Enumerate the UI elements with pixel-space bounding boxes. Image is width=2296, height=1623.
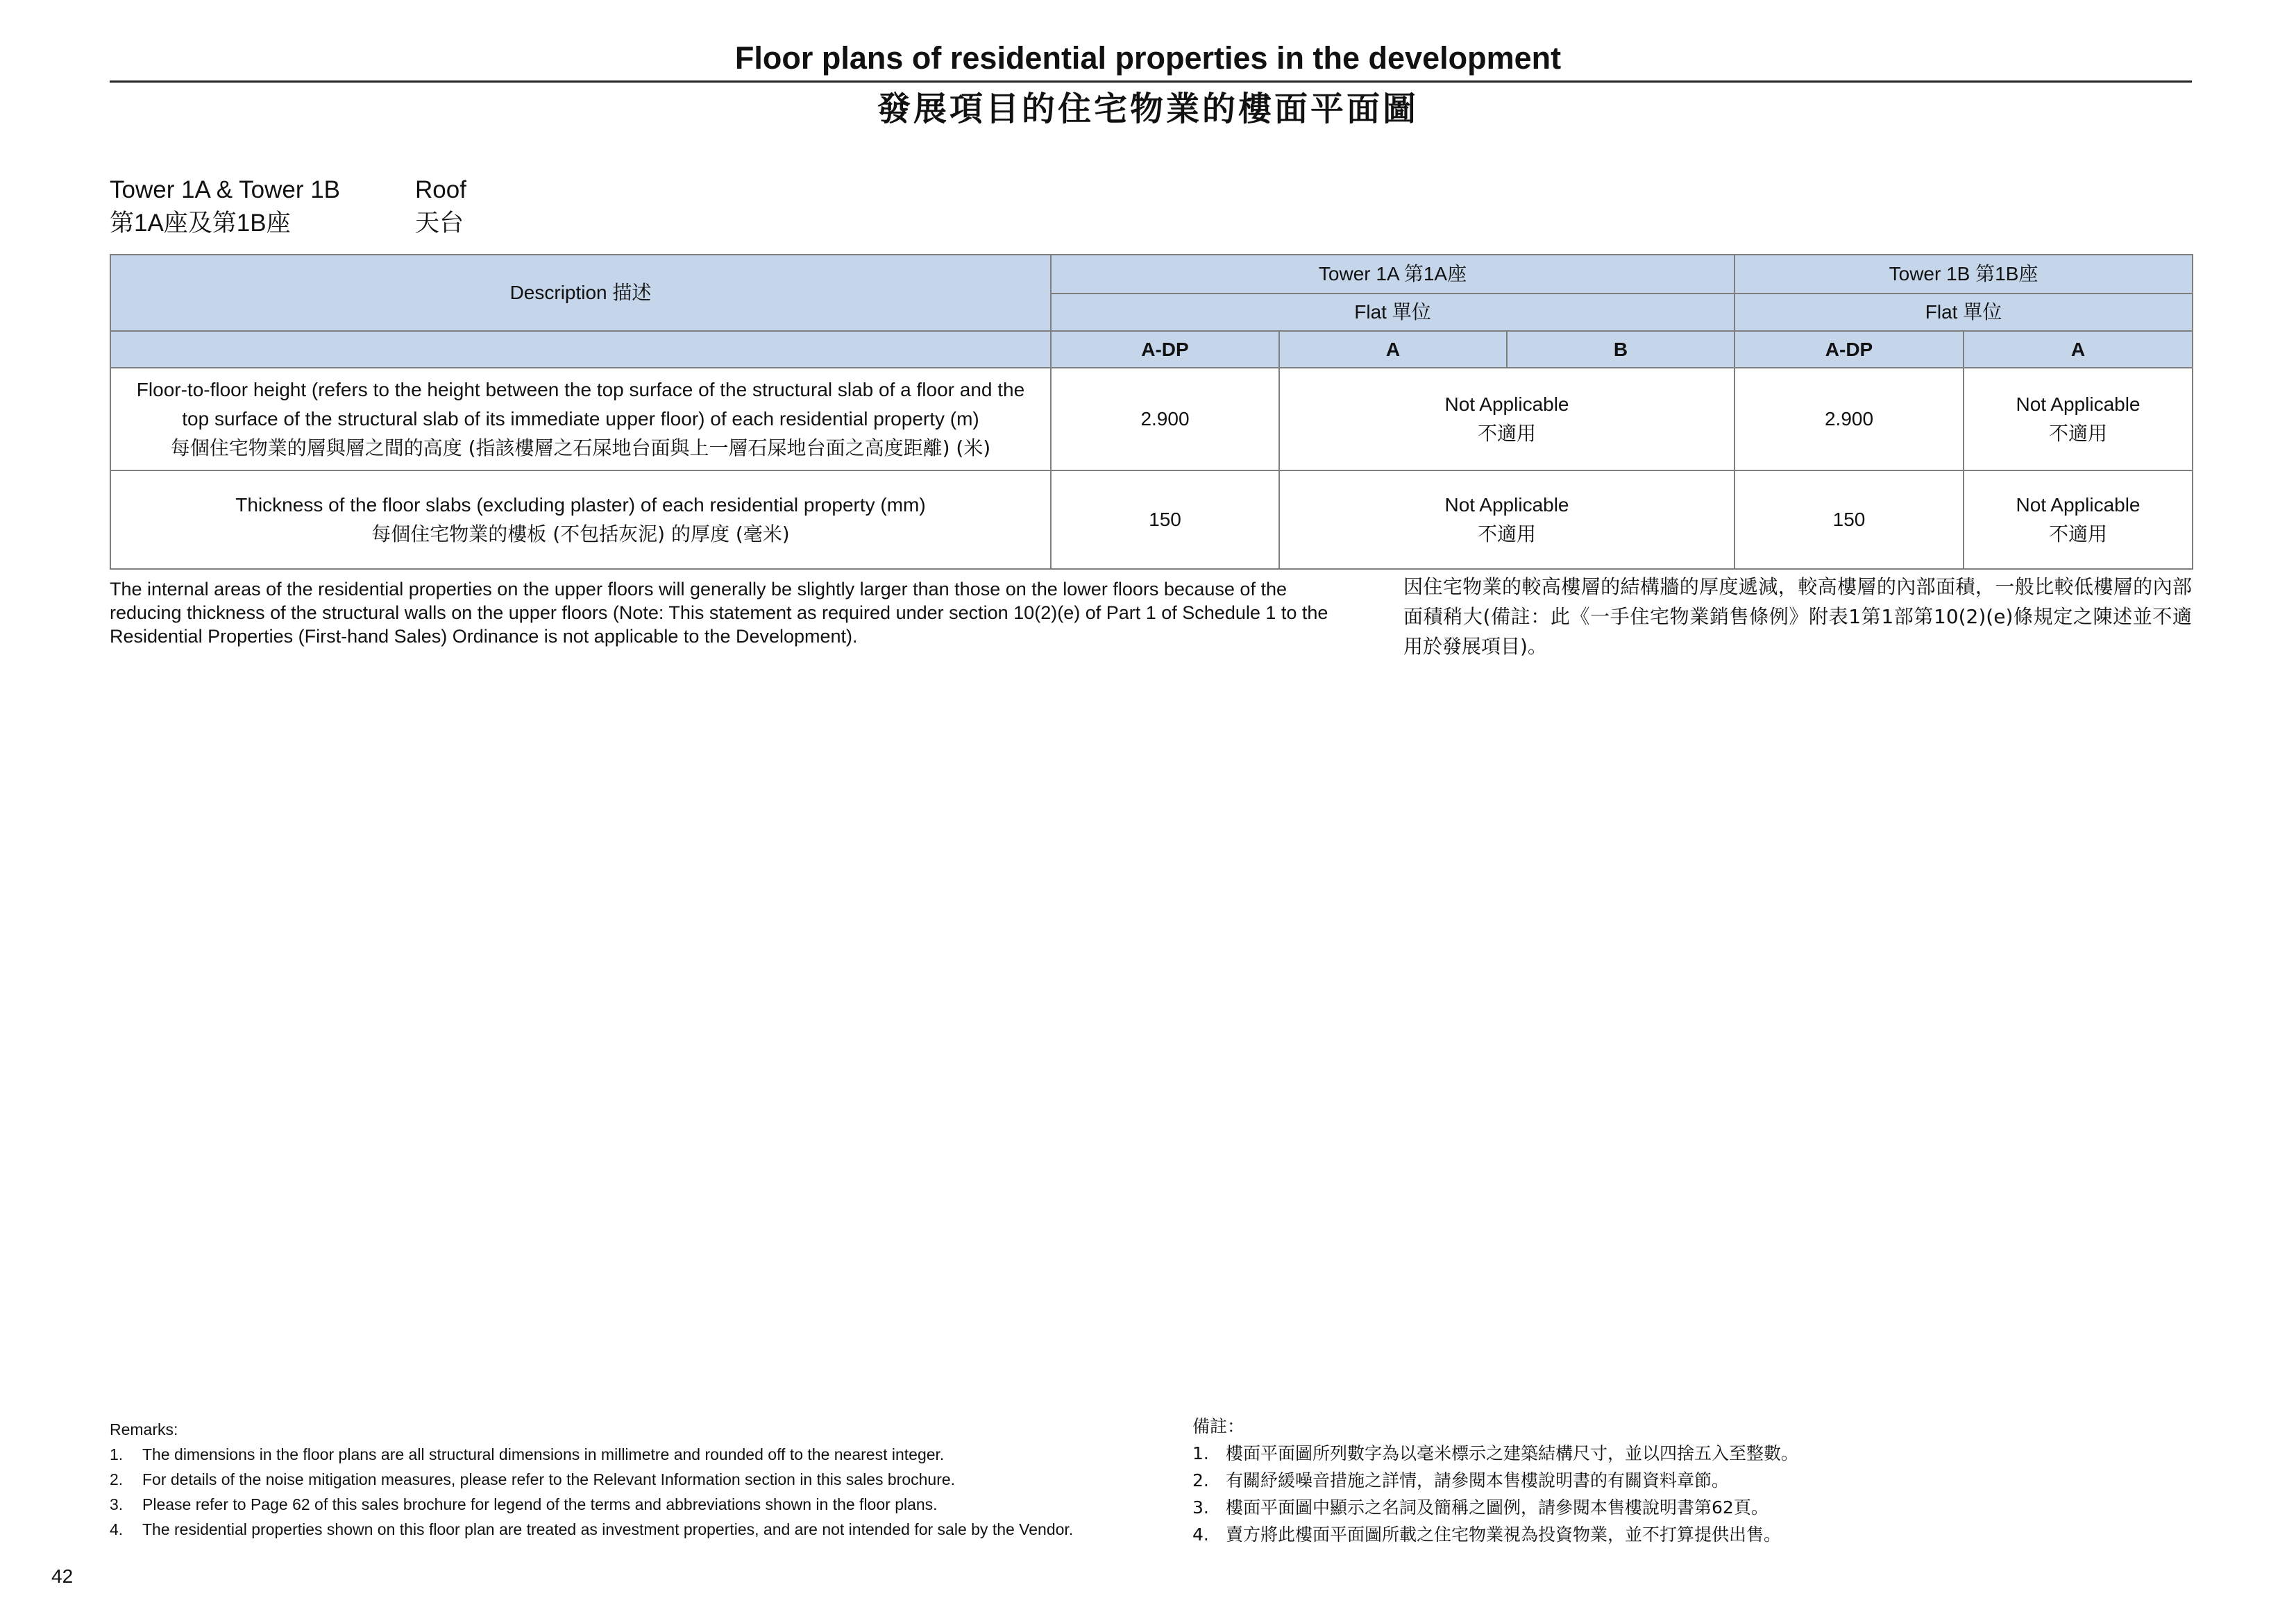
remarks-title-en: Remarks:	[110, 1420, 178, 1438]
value-1a-adp: 2.900	[1051, 368, 1279, 470]
list-item	[110, 1517, 1192, 1542]
list-number: 3.	[1192, 1497, 1209, 1518]
list-item	[1192, 1440, 1956, 1467]
internal-area-note-zh: 因住宅物業的較高樓層的結構牆的厚度遞減，較高樓層的內部面積，一般比較低樓層的內部面積稍大(備註：此《一手住宅物業銷售條例》附表1第1部第10(2)(e)條規定之陳述並不適用於發展項目)。	[1403, 575, 2192, 658]
list-number: 2.	[110, 1470, 124, 1488]
tower-1a-header: Tower 1A 第1A座	[1051, 255, 1734, 294]
tower-label-zh: 第1A座及第1B座	[110, 210, 291, 237]
not-applicable-en: Not Applicable	[2016, 494, 2141, 516]
value-1a-a-b	[1279, 368, 1734, 470]
list-text: 樓面平面圖中顯示之名詞及簡稱之圖例，請參閱本售樓說明書第62頁。	[1226, 1497, 1769, 1518]
row-description	[110, 368, 1051, 470]
title-divider	[110, 80, 2192, 83]
flat-header-1a-b: B	[1507, 331, 1734, 368]
list-number: 3.	[110, 1495, 124, 1513]
page-title-en: Floor plans of residential properties in the development	[734, 40, 1562, 76]
list-text: The dimensions in the floor plans are all structural dimensions in millimetre and rounded off to the nearest integer.	[142, 1445, 945, 1463]
list-text: Please refer to Page 62 of this sales brochure for legend of the terms and abbreviations shown in the floor plans.	[142, 1495, 938, 1513]
list-text: 有關紓緩噪音措施之詳情，請參閱本售樓說明書的有關資料章節。	[1226, 1470, 1730, 1490]
list-item	[1192, 1467, 1956, 1494]
list-text: The residential properties shown on this floor plan are treated as investment properties, and are not intended for sale by the Vendor.	[142, 1520, 1074, 1538]
list-number: 1.	[110, 1445, 124, 1463]
flat-header-1a-adp: A-DP	[1051, 331, 1279, 368]
page-number: 42	[51, 1565, 74, 1587]
not-applicable-zh: 不適用	[2049, 422, 2108, 445]
not-applicable-zh: 不適用	[1478, 522, 1537, 545]
list-number: 2.	[1192, 1470, 1209, 1490]
value-1b-adp: 2.900	[1734, 368, 1964, 470]
tower-1b-flat-header: Flat 單位	[1734, 294, 2193, 331]
value-1a-a-b	[1279, 470, 1734, 569]
description-header-spacer	[110, 331, 1051, 368]
list-item	[110, 1492, 1192, 1517]
list-text: 樓面平面圖所列數字為以毫米標示之建築結構尺寸，並以四捨五入至整數。	[1226, 1443, 1799, 1463]
not-applicable-zh: 不適用	[2049, 522, 2108, 545]
list-text: 賣方將此樓面平面圖所載之住宅物業視為投資物業，並不打算提供出售。	[1226, 1524, 1782, 1545]
description-header: Description 描述	[110, 255, 1051, 331]
list-number: 1.	[1192, 1443, 1209, 1463]
row-description-en: Floor-to-floor height (refers to the height between the top surface of the structural slab of a floor and the top surface of the structural slab of its immediate upper floor) of each residential property (m)	[136, 379, 1025, 430]
flat-header-1b-adp: A-DP	[1734, 331, 1964, 368]
not-applicable-en: Not Applicable	[1444, 494, 1569, 516]
list-item	[110, 1467, 1192, 1492]
tower-1b-header: Tower 1B 第1B座	[1734, 255, 2193, 294]
page-title-zh: 發展項目的住宅物業的樓面平面圖	[877, 90, 1419, 128]
table-row	[110, 368, 2193, 470]
remarks-title-zh: 備註：	[1192, 1416, 1245, 1436]
value-1b-a	[1964, 368, 2193, 470]
list-number: 4.	[1192, 1524, 1209, 1545]
value-1a-adp: 150	[1051, 470, 1279, 569]
floor-label-zh: 天台	[415, 210, 464, 237]
list-item	[1192, 1521, 1956, 1548]
flat-header-1b-a: A	[1964, 331, 2193, 368]
row-description-zh: 每個住宅物業的樓板 (不包括灰泥) 的厚度 (毫米)	[371, 522, 790, 545]
not-applicable-en: Not Applicable	[1444, 393, 1569, 415]
row-description-en: Thickness of the floor slabs (excluding plaster) of each residential property (mm)	[235, 494, 926, 516]
remarks-zh	[1192, 1413, 1956, 1548]
row-description-zh: 每個住宅物業的層與層之間的高度 (指該樓層之石屎地台面與上一層石屎地台面之高度距離) (米)	[170, 436, 991, 459]
list-text: For details of the noise mitigation measures, please refer to the Relevant Information section in this sales brochure.	[142, 1470, 956, 1488]
list-number: 4.	[110, 1520, 124, 1538]
tower-label-en: Tower 1A & Tower 1B	[110, 176, 341, 203]
not-applicable-en: Not Applicable	[2016, 393, 2141, 415]
value-1b-adp: 150	[1734, 470, 1964, 569]
remarks-en	[110, 1417, 1192, 1542]
list-item	[1192, 1494, 1956, 1521]
floor-label-en: Roof	[415, 176, 466, 203]
value-1b-a	[1964, 470, 2193, 569]
list-item	[110, 1442, 1192, 1467]
table-row	[110, 470, 2193, 569]
row-description	[110, 470, 1051, 569]
not-applicable-zh: 不適用	[1478, 422, 1537, 445]
flat-header-1a-a: A	[1279, 331, 1507, 368]
internal-area-note-en: The internal areas of the residential properties on the upper floors will generally be slightly larger than those on the lower floors because of the reducing thickness of the structural walls on the upper floors (Note: This statement as required under section 10(2)(e) of Part 1 of Schedule 1 to the Residential Properties (First-hand Sales) Ordinance is not applicable to the Development).	[110, 579, 1328, 647]
floor-spec-table	[110, 254, 2193, 570]
tower-1a-flat-header: Flat 單位	[1051, 294, 1734, 331]
